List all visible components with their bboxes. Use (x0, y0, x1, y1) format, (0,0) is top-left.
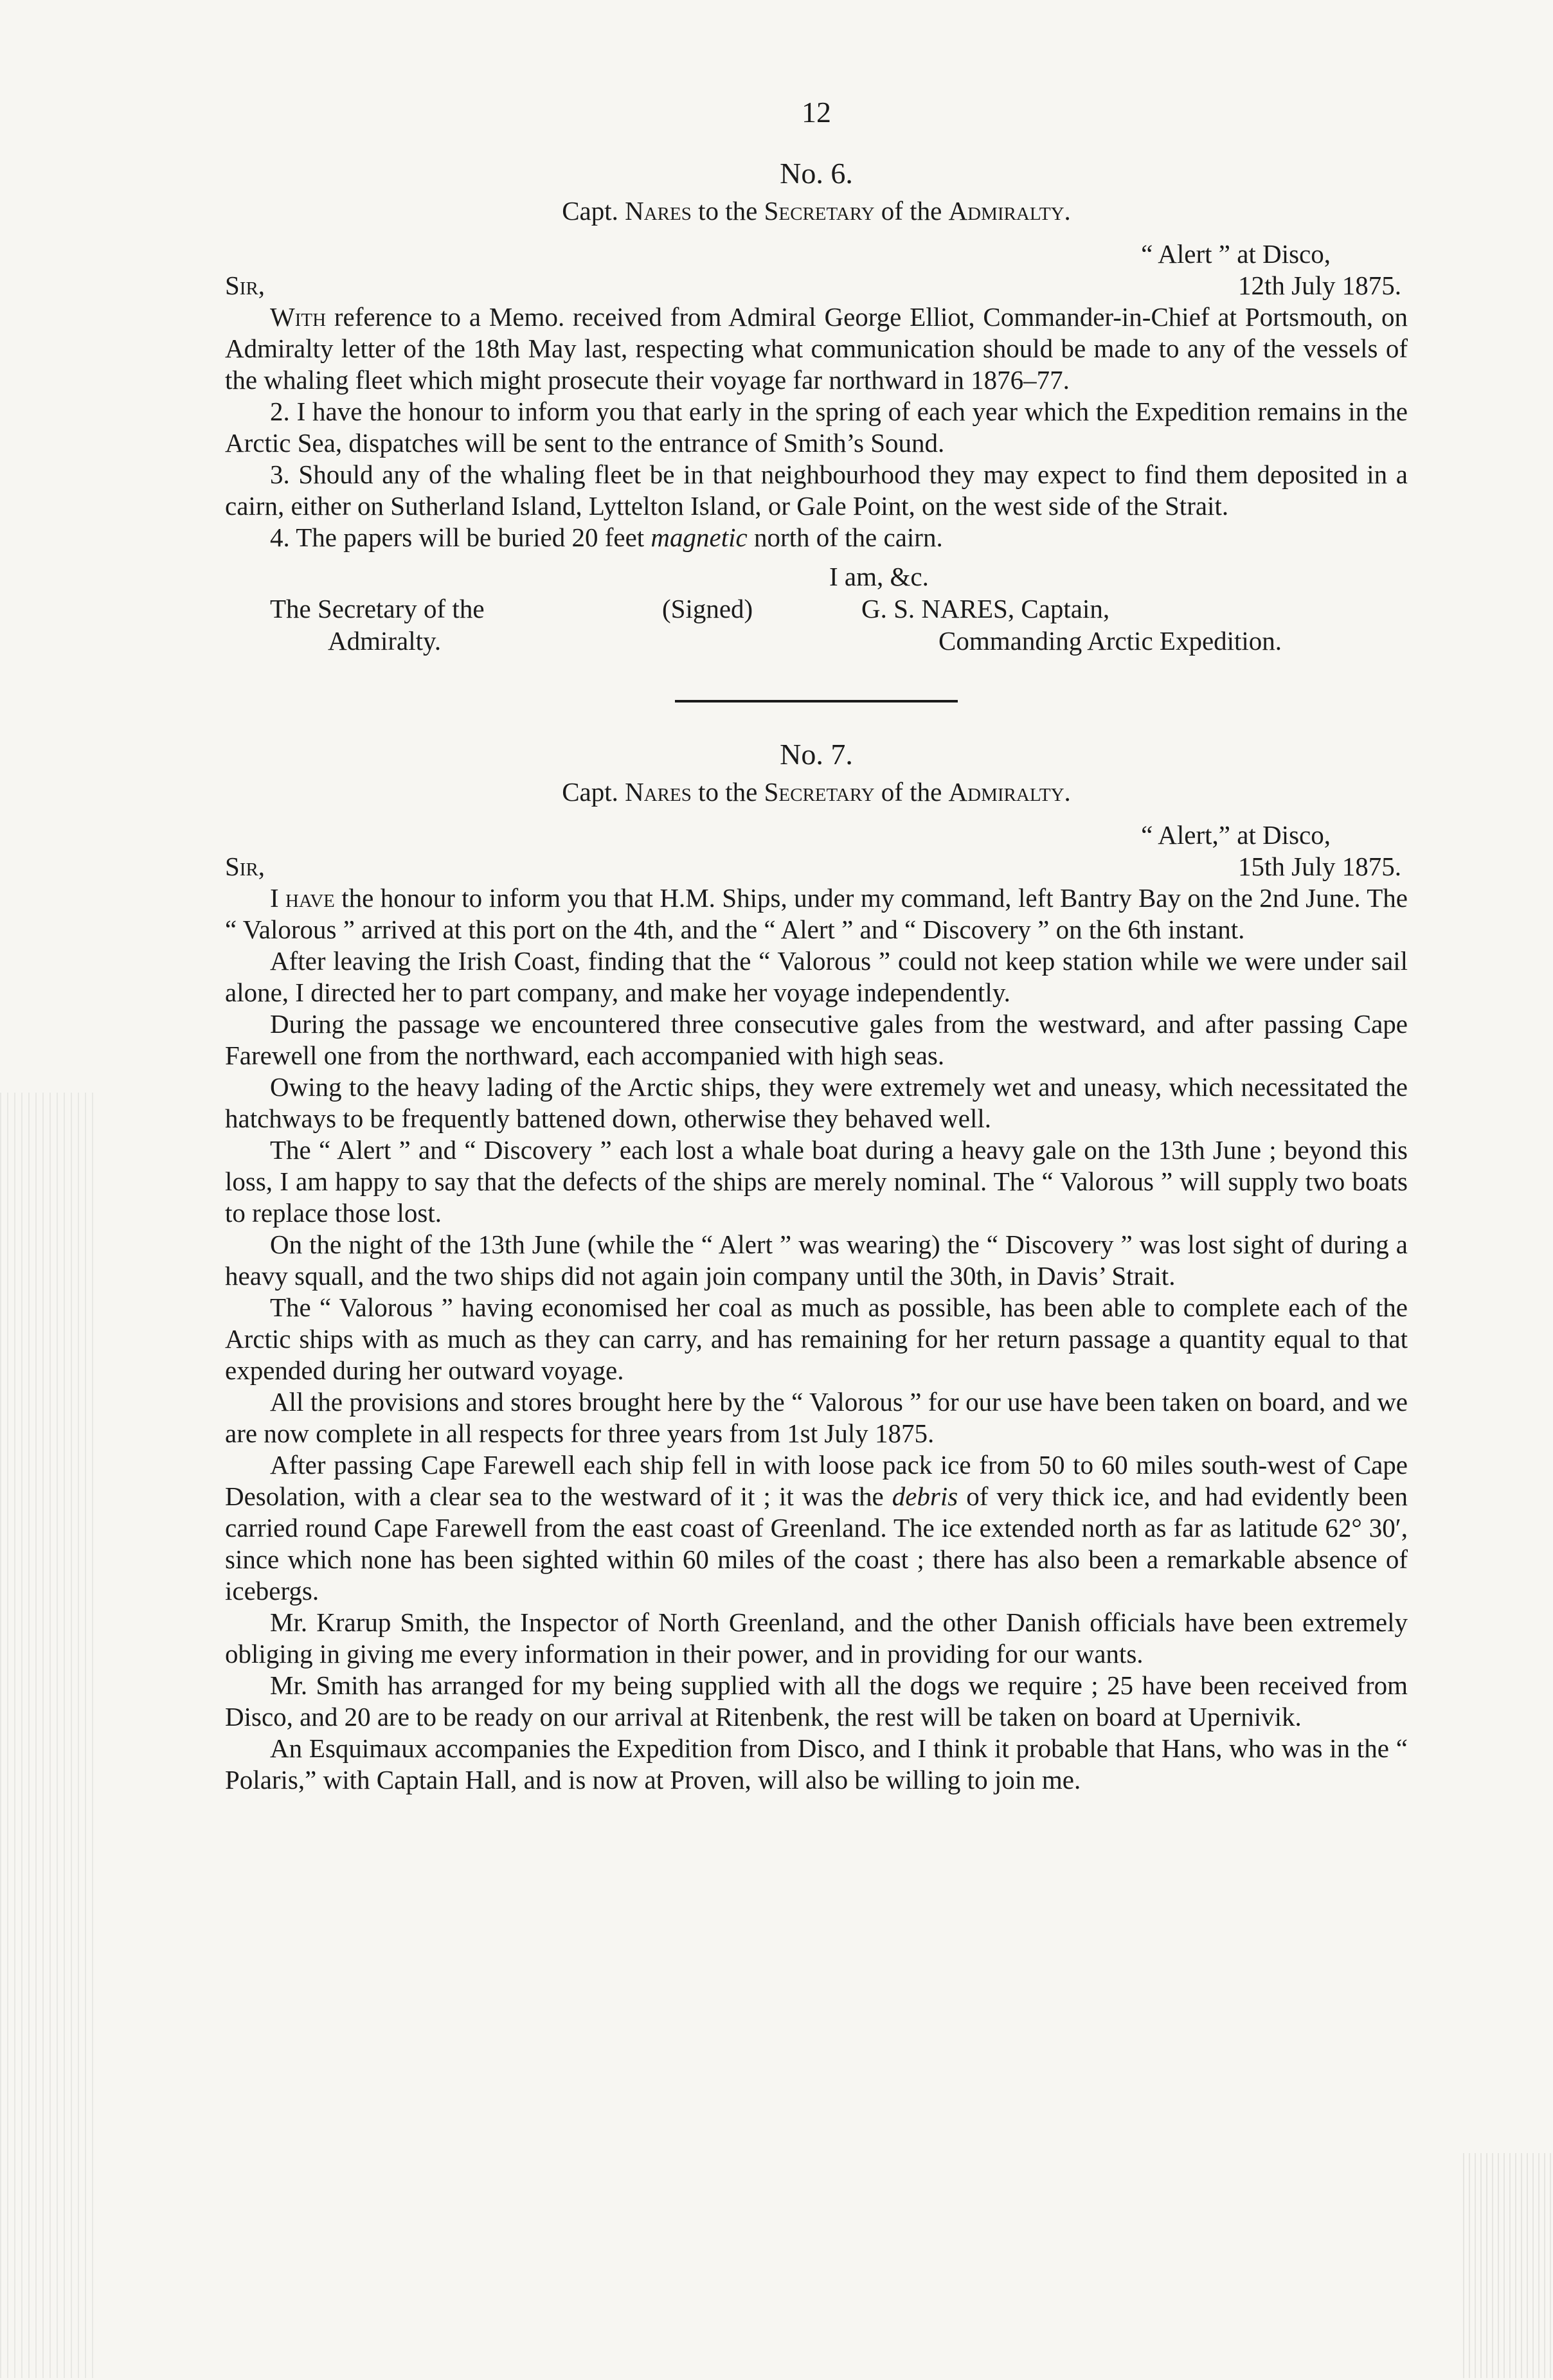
paragraph: An Esquimaux accompanies the Expedition from Disco, and I think it probable that Hans, who was in the “ Polaris,” with Captain Hall, and is now at Proven, will also be willing to join me. (225, 1733, 1408, 1794)
signatory: G. S. NARES, Captain, (861, 594, 1110, 623)
scan-noise-right (1463, 2153, 1553, 2378)
paragraph: 2. I have the honour to inform you that early in the spring of each year which the Expedition remains in the Arctic Sea, dispatches will be sent to the entrance of Smith’s Sound. (225, 397, 1408, 458)
paragraph: After leaving the Irish Coast, finding that the “ Valorous ” could not keep station while we were under sail alone, I directed her to part company, and make her voyage independently. (225, 946, 1408, 1007)
paragraph: With reference to a Memo. received from Admiral George Elliot, Commander-in-Chief at Portsmouth, on Admiralty letter of the 18th May last, respecting what communication should be made to any of the vessels of the whaling fleet which might prosecute their voyage far northward in 1876–77. (225, 302, 1408, 395)
letter-heading: Capt. Nares to the Secretary of the Admiralty. (562, 777, 1071, 807)
paragraph: During the passage we encountered three consecutive gales from the westward, and after passing Cape Farewell one from the northward, each accompanied with high seas. (225, 1009, 1408, 1070)
closing: I am, &c. (829, 562, 929, 591)
paragraph: After passing Cape Farewell each ship fell in with loose pack ice from 50 to 60 miles south-west of Cape Desolation, with a clear sea to the westward of it ; it was the debris of very thick ice, and had evidently been carried round Cape Farewell from the east coast of Greenland. The ice extended north as far as latitude 62° 30′, since which none has been sighted within 60 miles of the coast ; there has also been a remarkable absence of icebergs. (225, 1450, 1408, 1606)
salutation-line (225, 270, 1408, 301)
letter-place: “ Alert ” at Disco, (1141, 239, 1331, 269)
page-number: 12 (802, 96, 831, 129)
salutation: Sir, (225, 852, 265, 881)
document-page (225, 96, 1408, 1796)
salutation: Sir, (225, 271, 265, 300)
letter-place: “ Alert,” at Disco, (1141, 820, 1331, 850)
letter-no-6 (225, 157, 1408, 664)
paragraph: Owing to the heavy lading of the Arctic ships, they were extremely wet and uneasy, which necessitated the hatchways to be frequently battened down, otherwise they behaved well. (225, 1072, 1408, 1133)
letter-date: 15th July 1875. (1238, 852, 1401, 881)
recipient: Admiralty. (328, 626, 442, 656)
letter-heading: Capt. Nares to the Secretary of the Admiralty. (562, 196, 1071, 226)
paragraph: 4. The papers will be buried 20 feet magnetic north of the cairn. (270, 523, 943, 552)
paragraph: The “ Valorous ” having economised her coal as much as possible, has been able to complete each of the Arctic ships with as much as they can carry, and has remaining for her return passage a quantity equal to that expended during her outward voyage. (225, 1293, 1408, 1385)
paragraph: On the night of the 13th June (while the “ Alert ” was wearing) the “ Discovery ” was lost sight of during a heavy squall, and the two ships did not again join company until the 30th, in Davis’ Strait. (225, 1230, 1408, 1291)
section-divider (675, 700, 958, 702)
recipient: The Secretary of the (270, 594, 485, 623)
letter-number: No. 7. (780, 738, 853, 771)
signatory-title: Commanding Arctic Expedition. (938, 626, 1282, 656)
paragraph: Mr. Smith has arranged for my being supplied with all the dogs we require ; 25 have been received from Disco, and 20 are to be ready on our arrival at Ritenbenk, the rest will be taken on board at Upernivik. (225, 1670, 1408, 1731)
signature-block (225, 555, 1408, 664)
letter-no-7 (225, 738, 1408, 1796)
letter-number: No. 6. (780, 157, 853, 190)
scan-noise-left (0, 1093, 96, 2378)
letter-date: 12th July 1875. (1238, 271, 1401, 300)
paragraph: 3. Should any of the whaling fleet be in that neighbourhood they may expect to find them deposited in a cairn, either on Sutherland Island, Lyttelton Island, or Gale Point, on the west side of the Strait. (225, 460, 1408, 521)
salutation-line (225, 851, 1408, 882)
paragraph: All the provisions and stores brought here by the “ Valorous ” for our use have been taken on board, and we are now complete in all respects for three years from 1st July 1875. (225, 1387, 1408, 1448)
signed-label: (Signed) (662, 594, 753, 623)
paragraph: I have the honour to inform you that H.M. Ships, under my command, left Bantry Bay on the 2nd June. The “ Valorous ” arrived at this port on the 4th, and the “ Alert ” and “ Discovery ” on the 6th instant. (225, 883, 1408, 944)
paragraph: The “ Alert ” and “ Discovery ” each lost a whale boat during a heavy gale on the 13th June ; beyond this loss, I am happy to say that the defects of the ships are merely nominal. The “ Valorous ” will supply two boats to replace those lost. (225, 1135, 1408, 1228)
paragraph: Mr. Krarup Smith, the Inspector of North Greenland, and the other Danish officials have been extremely obliging in giving me every information in their power, and in providing for our wants. (225, 1607, 1408, 1669)
